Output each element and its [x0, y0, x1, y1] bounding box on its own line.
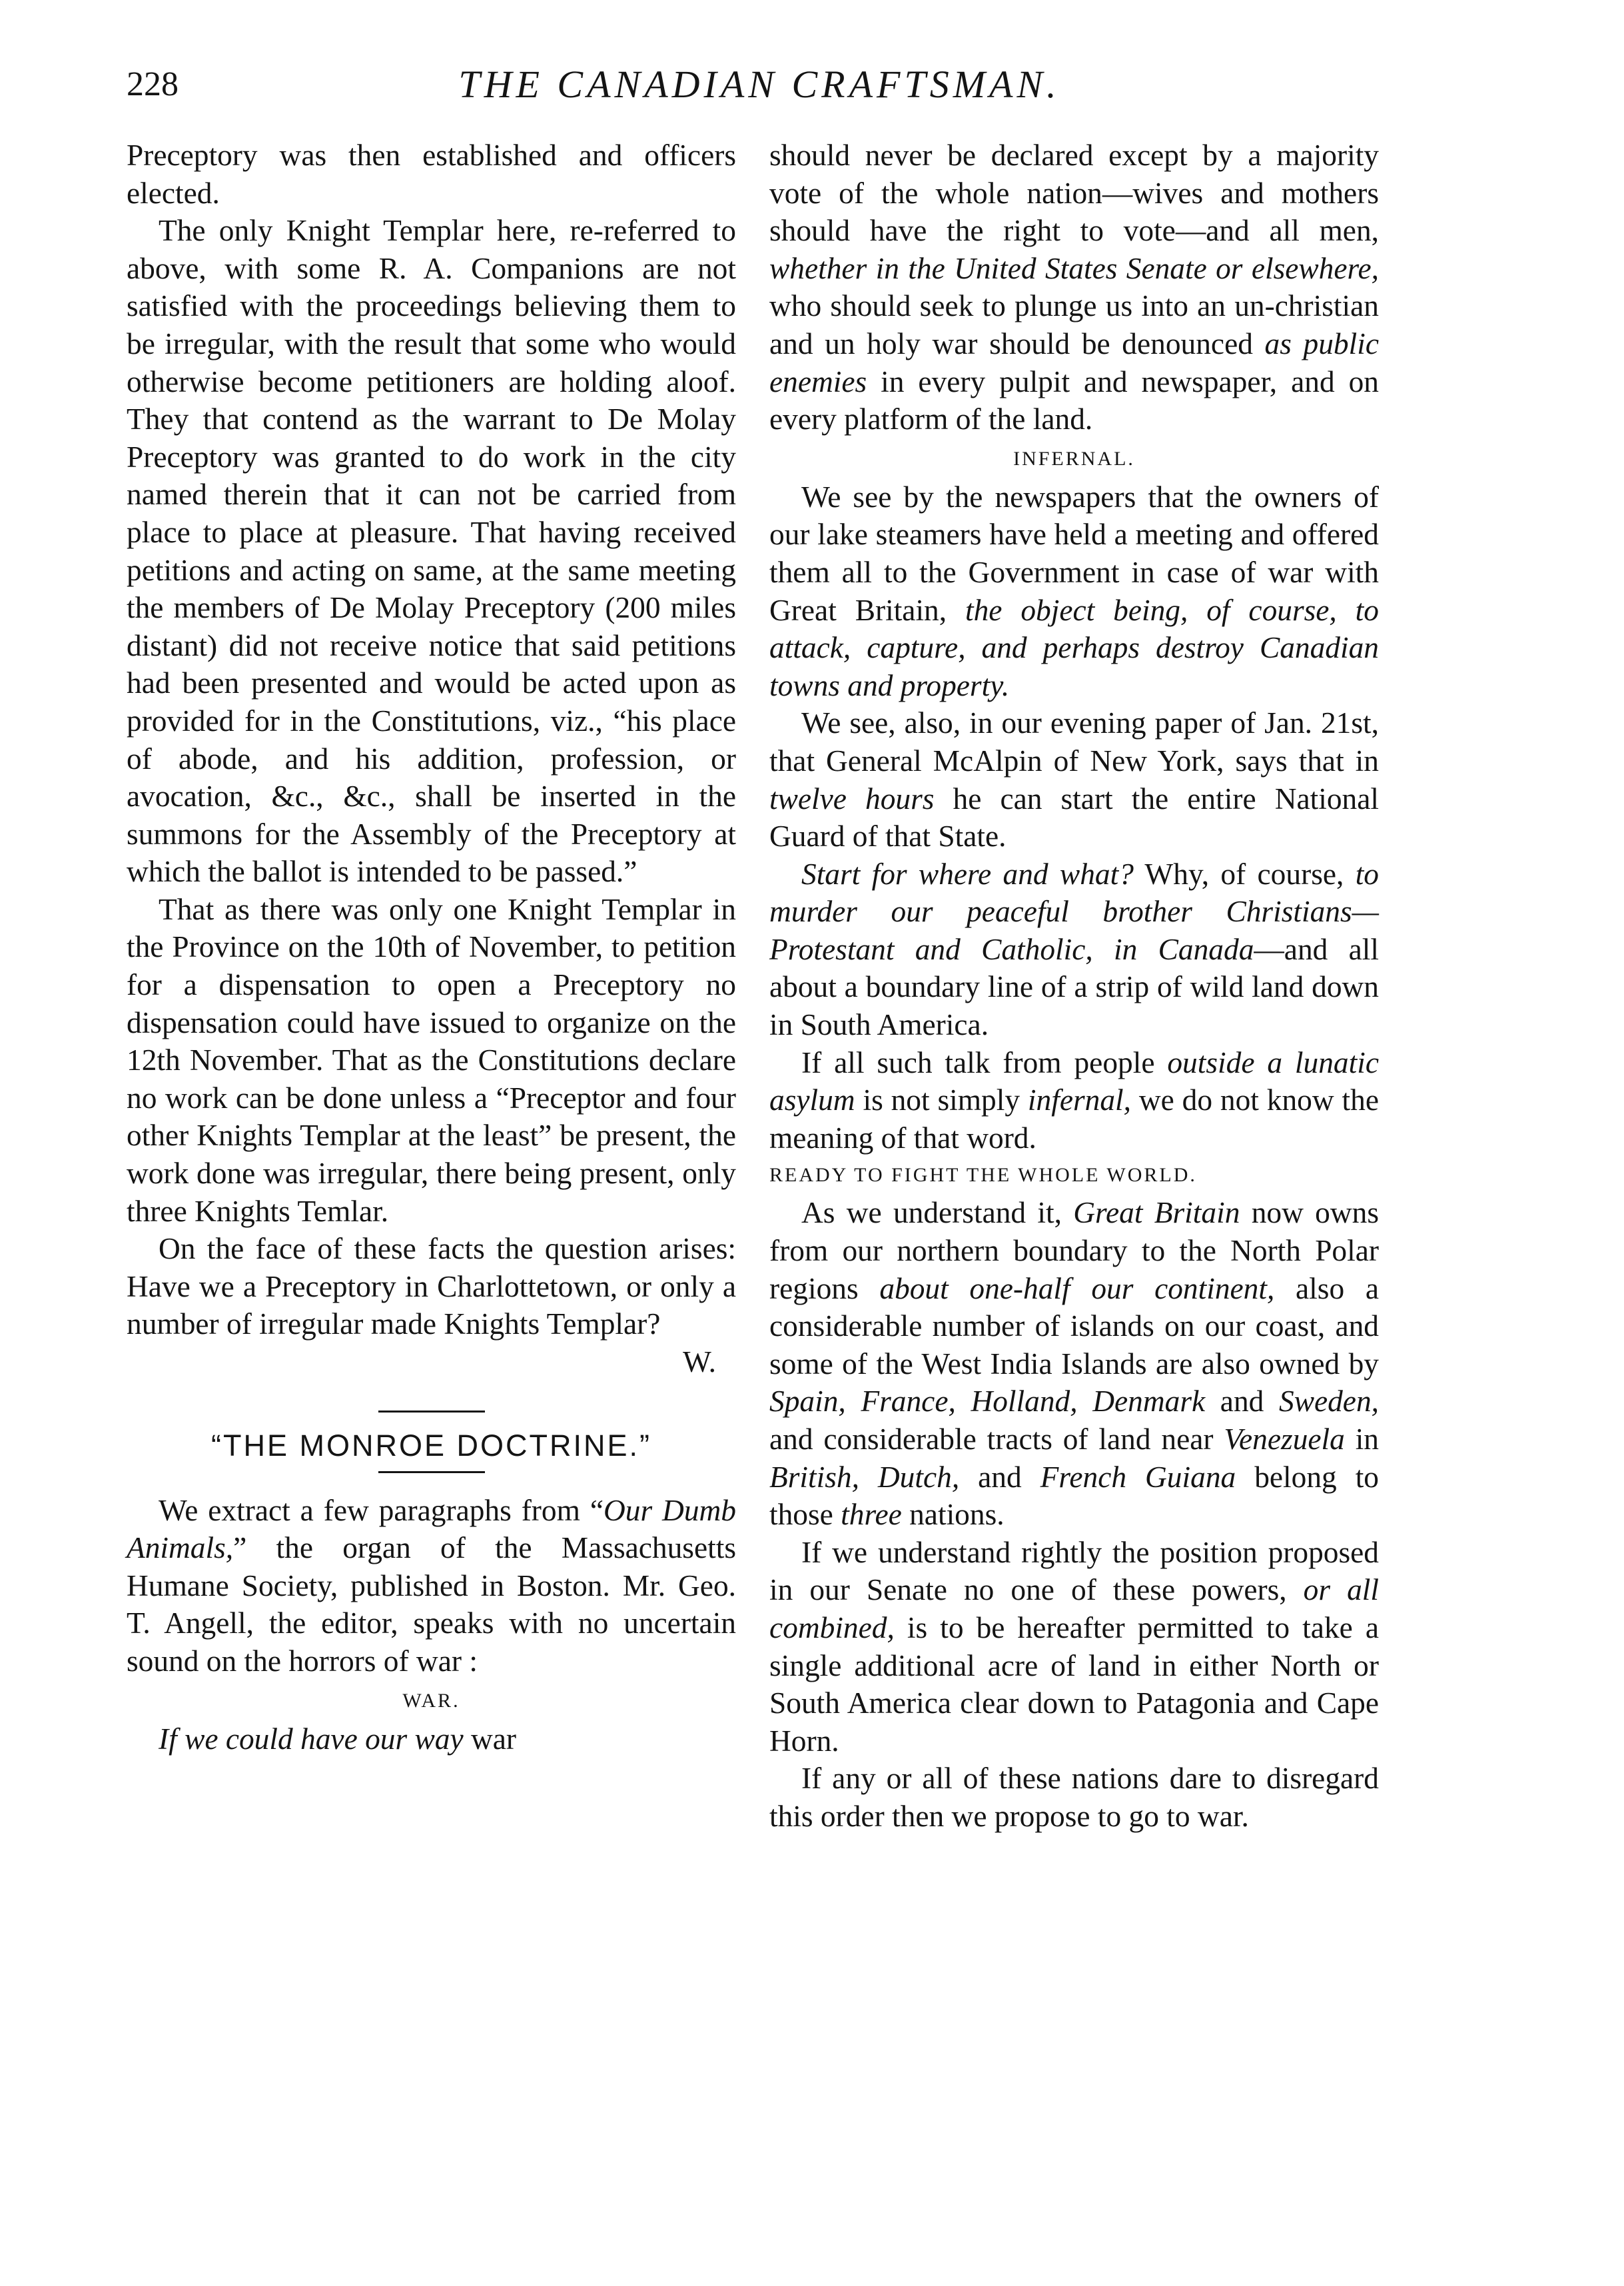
right-p1-text-c: in every pulpit and newspaper, and on every platform of the land.: [769, 364, 1379, 436]
right-p1-italic-2: as public enemies: [769, 326, 1379, 398]
right-p6-text-a: As we understand it,: [801, 1196, 1074, 1230]
subhead-war: WAR.: [402, 1689, 460, 1712]
right-p3-text-a: We see, also, in our evening paper of Jan. 21st, that General McAlpin of New York, says that in: [769, 706, 1379, 778]
left-paragraph-2: The only Knight Templar here, re-referred to above, with some R. A. Companions are not satisfied with the proceedings believing them to be irregular, with the result that some who would otherwise become petitioners are holding aloof. They that contend as the warrant to De Molay Preceptory was granted to do work in the city named therein that it can not be carried from place to place at pleasure. That having received petitions and acting on same, at the same meeting the members of De Molay Preceptory (200 miles distant) did not receive notice that said petitions had been presented and would be acted upon as provided for in the Constitutions, viz., “his place of abode, and his addition, profession, or avocation, &c., &c., shall be inserted in the summons for the Assembly of the Preceptory at which the ballot is intended to be passed.”: [127, 214, 736, 889]
left-paragraph-1: Preceptory was then established and officers elected.: [127, 139, 736, 210]
right-p4-text-a: Why, of course,: [1133, 857, 1356, 891]
subhead-ready: READY TO FIGHT THE WHOLE WORLD.: [769, 1164, 1197, 1187]
left-paragraph-5: [127, 1492, 736, 1680]
right-paragraph-7: [769, 1534, 1379, 1760]
right-p6-text-h: belong to those: [769, 1460, 1380, 1532]
left-paragraph-3: That as there was only one Knight Templar in the Province on the 10th of November, to petition for a dispensation to open a Preceptory no dispensation could have issued to organize on the 12th November. That as the Constitutions declare no work can be done unless a “Preceptor and four other Knights Templar at the least” be present, the work done was irregular, there being present, only three Knights Temlar.: [127, 892, 736, 1228]
right-p6-text-f: in: [1344, 1423, 1379, 1456]
right-p1-text-b: who should seek to plunge us into an un-christian and un holy war should be denounced: [769, 289, 1379, 360]
right-p6-text-e: and considerable tracts of land near: [769, 1423, 1224, 1456]
right-p5-italic-2: infernal,: [1027, 1083, 1131, 1117]
right-p4-italic-2: to murder our peaceful brother Christians—Protestant and Catholic, in Canada: [769, 857, 1379, 966]
left-paragraph-4: On the face of these facts the question arises: Have we a Preceptory in Charlottetown, or only a number of irregular made Knights Templar?: [127, 1232, 736, 1341]
right-p6-italic-4: Sweden,: [1279, 1385, 1380, 1419]
right-p6-italic-6: British, Dutch,: [769, 1460, 960, 1494]
left-p5-text-b: ” the organ of the Massachusetts Humane Society, published in Boston. Mr. Geo. T. Angell, the editor, speaks with no uncertain sound on the horrors of war :: [127, 1531, 736, 1678]
left-paragraph-6: [127, 1720, 736, 1758]
page-header: [127, 61, 1392, 115]
right-p1-text-a: should never be declared except by a majority vote of the whole nation—wives and mothers should have the right to vote—and all men,: [769, 139, 1379, 248]
right-p4-text-b: —and all about a boundary line of a strip of wild land down in South America.: [769, 932, 1379, 1042]
right-p6-italic-7: French Guiana: [1040, 1460, 1236, 1494]
left-p5-italic: Our Dumb Animals,: [127, 1493, 736, 1565]
right-p2-text-a: We see by the newspapers that the owners of our lake steamers have held a meeting and offered them all to the Government in case of war with Great Britain,: [769, 480, 1379, 627]
right-p3-text-b: he can start the entire National Guard of that State.: [769, 782, 1379, 854]
right-paragraph-4: [769, 856, 1379, 1044]
right-p6-text-i: nations.: [901, 1498, 1005, 1532]
running-title: THE CANADIAN CRAFTSMAN.: [458, 63, 1060, 106]
right-p6-text-b: now owns from our northern boundary to the North Polar regions: [769, 1196, 1379, 1305]
section-rule-bottom: [378, 1471, 485, 1473]
left-p5-text-a: We extract a few paragraphs from “: [159, 1493, 604, 1527]
right-p3-italic: twelve hours: [769, 782, 935, 816]
right-paragraph-8: If any or all of these nations dare to disregard this order then we propose to go to war.: [769, 1762, 1379, 1833]
left-column: [127, 137, 736, 1758]
right-paragraph-2: [769, 478, 1379, 705]
left-p6-italic: If we could have our way: [159, 1722, 464, 1756]
right-paragraph-5: [769, 1044, 1379, 1157]
right-p4-italic-1: Start for where and what?: [801, 857, 1134, 891]
right-p7-text-b: is to be hereafter permitted to take a single additional acre of land in either North or South America clear down to Patagonia and Cape Horn.: [769, 1610, 1379, 1758]
page-number: 228: [127, 65, 179, 103]
right-p1-italic-1: whether in the United States Senate or elsewhere,: [769, 251, 1379, 285]
right-p6-text-g: and: [959, 1460, 1040, 1494]
right-p6-italic-1: Great Britain: [1073, 1196, 1240, 1230]
right-p5-italic-1: outside a lunatic asylum: [769, 1045, 1379, 1117]
right-p6-italic-8: three: [841, 1498, 902, 1532]
right-p7-italic: or all combined,: [769, 1573, 1380, 1644]
right-column: [769, 137, 1379, 1836]
right-p5-text-b: is not simply: [855, 1083, 1028, 1117]
right-p6-italic-3: Spain, France, Holland, Denmark: [769, 1385, 1206, 1419]
right-p6-text-d: and: [1205, 1385, 1279, 1419]
right-p7-text-a: If we understand rightly the position proposed in our Senate no one of these powers,: [769, 1535, 1379, 1607]
right-p2-italic: the object being, of course, to attack, capture, and perhaps destroy Canadian towns and property.: [769, 593, 1379, 702]
right-paragraph-6: [769, 1194, 1379, 1533]
right-p5-text-c: we do not know the meaning of that word.: [769, 1083, 1379, 1155]
subhead-infernal: INFERNAL.: [1013, 447, 1135, 470]
signature: W.: [682, 1345, 716, 1379]
right-p6-italic-2: about one-half our continent,: [879, 1271, 1275, 1305]
right-p6-text-c: also a considerable number of islands on our coast, and some of the West India Islands are also owned by: [769, 1271, 1379, 1381]
section-rule-top: [378, 1411, 485, 1413]
section-title: “THE MONROE DOCTRINE.”: [211, 1428, 651, 1462]
right-p6-italic-5: Venezuela: [1224, 1423, 1345, 1456]
left-p6-text: war: [463, 1722, 516, 1756]
right-p5-text-a: If all such talk from people: [801, 1045, 1168, 1079]
right-paragraph-3: [769, 704, 1379, 855]
right-paragraph-1: [769, 137, 1379, 438]
